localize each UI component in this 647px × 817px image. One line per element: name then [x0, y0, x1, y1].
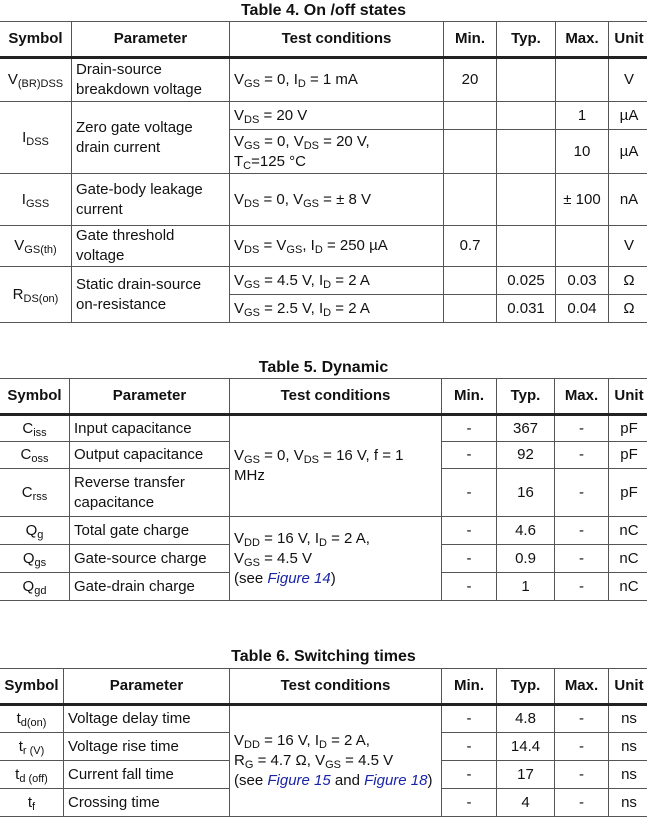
typ-cell: 4.8: [497, 705, 555, 733]
parameter-cell: Gate-drain charge: [70, 573, 230, 601]
parameter-cell: Static drain-source on-resistance: [72, 267, 230, 323]
header-symbol: Symbol: [0, 22, 72, 58]
unit-cell: pF: [609, 469, 647, 517]
table-row: [0, 226, 647, 267]
condition-cell: $V_{GS} = 0$, $V_{DS} = 20$ V, $T_C=125$ °C: [230, 130, 444, 174]
table6-title: Table 6. Switching times: [0, 647, 647, 667]
unit-cell: nA: [609, 174, 647, 226]
header-test-conditions: Test conditions: [230, 669, 442, 705]
min-cell: -: [442, 517, 497, 545]
header-parameter: Parameter: [70, 379, 230, 415]
table4-title: Table 4. On /off states: [0, 1, 647, 21]
typ-cell: 0.9: [497, 545, 555, 573]
table-row: [0, 517, 647, 545]
max-cell: -: [555, 705, 609, 733]
header-unit: Unit: [609, 669, 647, 705]
unit-cell: pF: [609, 442, 647, 469]
min-cell: -: [442, 789, 497, 817]
typ-cell: 16: [497, 469, 555, 517]
header-max: Max.: [555, 669, 609, 705]
symbol-cell: $C_{iss}$: [0, 415, 70, 442]
table-row: [0, 174, 647, 226]
typ-cell: 14.4: [497, 733, 555, 761]
max-cell: -: [555, 761, 609, 789]
typ-cell: 4: [497, 789, 555, 817]
max-cell: [556, 226, 609, 267]
table-row: [0, 102, 647, 130]
parameter-cell: Gate threshold voltage: [72, 226, 230, 267]
max-cell: -: [555, 573, 609, 601]
max-cell: -: [555, 545, 609, 573]
table4: [0, 21, 647, 323]
max-cell: -: [555, 517, 609, 545]
min-cell: 20: [444, 58, 497, 102]
table-row: [0, 58, 647, 102]
min-cell: [444, 267, 497, 295]
condition-cell: $V_{GS} = 0$, $V_{DS} = 16$ V, f = 1 MHz: [230, 415, 442, 517]
table-row: [0, 415, 647, 442]
header-max: Max.: [555, 379, 609, 415]
unit-cell: nC: [609, 545, 647, 573]
typ-cell: [497, 58, 556, 102]
typ-cell: 367: [497, 415, 555, 442]
symbol-cell: $Q_g$: [0, 517, 70, 545]
symbol-cell: $t_f$: [0, 789, 64, 817]
symbol-cell: $I_{DSS}$: [0, 102, 72, 174]
unit-cell: nC: [609, 573, 647, 601]
symbol-cell: $Q_{gd}$: [0, 573, 70, 601]
typ-cell: [497, 226, 556, 267]
min-cell: -: [442, 415, 497, 442]
min-cell: [444, 295, 497, 323]
condition-cell: $V_{DS} = 0$, $V_{GS}$ = ± 8 V: [230, 174, 444, 226]
table-row: [0, 705, 647, 733]
typ-cell: 17: [497, 761, 555, 789]
symbol-cell: $V_{(BR)DSS}$: [0, 58, 72, 102]
unit-cell: µA: [609, 130, 647, 174]
unit-cell: Ω: [609, 267, 647, 295]
header-unit: Unit: [609, 22, 647, 58]
min-cell: -: [442, 705, 497, 733]
header-min: Min.: [442, 669, 497, 705]
min-cell: [444, 130, 497, 174]
header-min: Min.: [444, 22, 497, 58]
min-cell: -: [442, 469, 497, 517]
condition-cell: $V_{GS} = 2.5$ V, $I_D = 2$ A: [230, 295, 444, 323]
figure-18-link[interactable]: Figure 18: [364, 772, 427, 789]
unit-cell: ns: [609, 705, 647, 733]
min-cell: -: [442, 733, 497, 761]
unit-cell: nC: [609, 517, 647, 545]
parameter-cell: Voltage rise time: [64, 733, 230, 761]
min-cell: -: [442, 573, 497, 601]
symbol-cell: $V_{GS(th)}$: [0, 226, 72, 267]
parameter-cell: Output capacitance: [70, 442, 230, 469]
max-cell: 0.03: [556, 267, 609, 295]
header-symbol: Symbol: [0, 669, 64, 705]
min-cell: [444, 174, 497, 226]
table6: [0, 668, 647, 817]
symbol-cell: $R_{DS(on)}$: [0, 267, 72, 323]
parameter-cell: Input capacitance: [70, 415, 230, 442]
typ-cell: [497, 130, 556, 174]
table-row: [0, 267, 647, 295]
unit-cell: µA: [609, 102, 647, 130]
unit-cell: Ω: [609, 295, 647, 323]
min-cell: [444, 102, 497, 130]
max-cell: ± 100: [556, 174, 609, 226]
condition-cell: $V_{DD} = 16$ V, $I_D = 2$ A, $R_G = 4.7$ Ω, $V_{GS} = 4.5$ V (see Figure 15 and Figure 18): [230, 705, 442, 817]
max-cell: [556, 58, 609, 102]
header-typ: Typ.: [497, 22, 556, 58]
header-typ: Typ.: [497, 669, 555, 705]
min-cell: -: [442, 442, 497, 469]
table5: [0, 378, 647, 601]
min-cell: 0.7: [444, 226, 497, 267]
unit-cell: ns: [609, 789, 647, 817]
max-cell: 0.04: [556, 295, 609, 323]
typ-cell: 4.6: [497, 517, 555, 545]
header-min: Min.: [442, 379, 497, 415]
symbol-cell: $C_{rss}$: [0, 469, 70, 517]
parameter-cell: Gate-body leakage current: [72, 174, 230, 226]
condition-cell: $V_{GS} = 0$, $I_D = 1$ mA: [230, 58, 444, 102]
table5-title: Table 5. Dynamic: [0, 358, 647, 378]
unit-cell: pF: [609, 415, 647, 442]
header-parameter: Parameter: [72, 22, 230, 58]
max-cell: -: [555, 733, 609, 761]
max-cell: -: [555, 442, 609, 469]
condition-cell: $V_{DS} = 20$ V: [230, 102, 444, 130]
header-typ: Typ.: [497, 379, 555, 415]
symbol-cell: $Q_{gs}$: [0, 545, 70, 573]
max-cell: 10: [556, 130, 609, 174]
figure-15-link[interactable]: Figure 15: [267, 772, 330, 789]
typ-cell: 0.031: [497, 295, 556, 323]
unit-cell: V: [609, 226, 647, 267]
parameter-cell: Voltage delay time: [64, 705, 230, 733]
min-cell: -: [442, 545, 497, 573]
unit-cell: ns: [609, 733, 647, 761]
max-cell: -: [555, 789, 609, 817]
parameter-cell: Zero gate voltage drain current: [72, 102, 230, 174]
unit-cell: ns: [609, 761, 647, 789]
typ-cell: [497, 102, 556, 130]
symbol-cell: $C_{oss}$: [0, 442, 70, 469]
condition-cell: $V_{GS} = 4.5$ V, $I_D = 2$ A: [230, 267, 444, 295]
typ-cell: 0.025: [497, 267, 556, 295]
parameter-cell: Gate-source charge: [70, 545, 230, 573]
max-cell: -: [555, 415, 609, 442]
parameter-cell: Reverse transfer capacitance: [70, 469, 230, 517]
header-max: Max.: [556, 22, 609, 58]
symbol-cell: $t_{r (V)}$: [0, 733, 64, 761]
unit-cell: V: [609, 58, 647, 102]
header-unit: Unit: [609, 379, 647, 415]
condition-cell: $V_{DD} = 16$ V, $I_D = 2$ A, $V_{GS} = 4.5$ V (see Figure 14): [230, 517, 442, 601]
typ-cell: 92: [497, 442, 555, 469]
parameter-cell: Total gate charge: [70, 517, 230, 545]
parameter-cell: Drain-source breakdown voltage: [72, 58, 230, 102]
symbol-cell: $t_{d (off)}$: [0, 761, 64, 789]
typ-cell: 1: [497, 573, 555, 601]
parameter-cell: Crossing time: [64, 789, 230, 817]
figure-14-link[interactable]: Figure 14: [267, 570, 330, 587]
header-parameter: Parameter: [64, 669, 230, 705]
max-cell: -: [555, 469, 609, 517]
header-symbol: Symbol: [0, 379, 70, 415]
condition-cell: $V_{DS} = V_{GS}$, $I_D = 250$ µA: [230, 226, 444, 267]
min-cell: -: [442, 761, 497, 789]
symbol-cell: $I_{GSS}$: [0, 174, 72, 226]
max-cell: 1: [556, 102, 609, 130]
header-test-conditions: Test conditions: [230, 379, 442, 415]
header-test-conditions: Test conditions: [230, 22, 444, 58]
parameter-cell: Current fall time: [64, 761, 230, 789]
typ-cell: [497, 174, 556, 226]
symbol-cell: $t_{d(on)}$: [0, 705, 64, 733]
